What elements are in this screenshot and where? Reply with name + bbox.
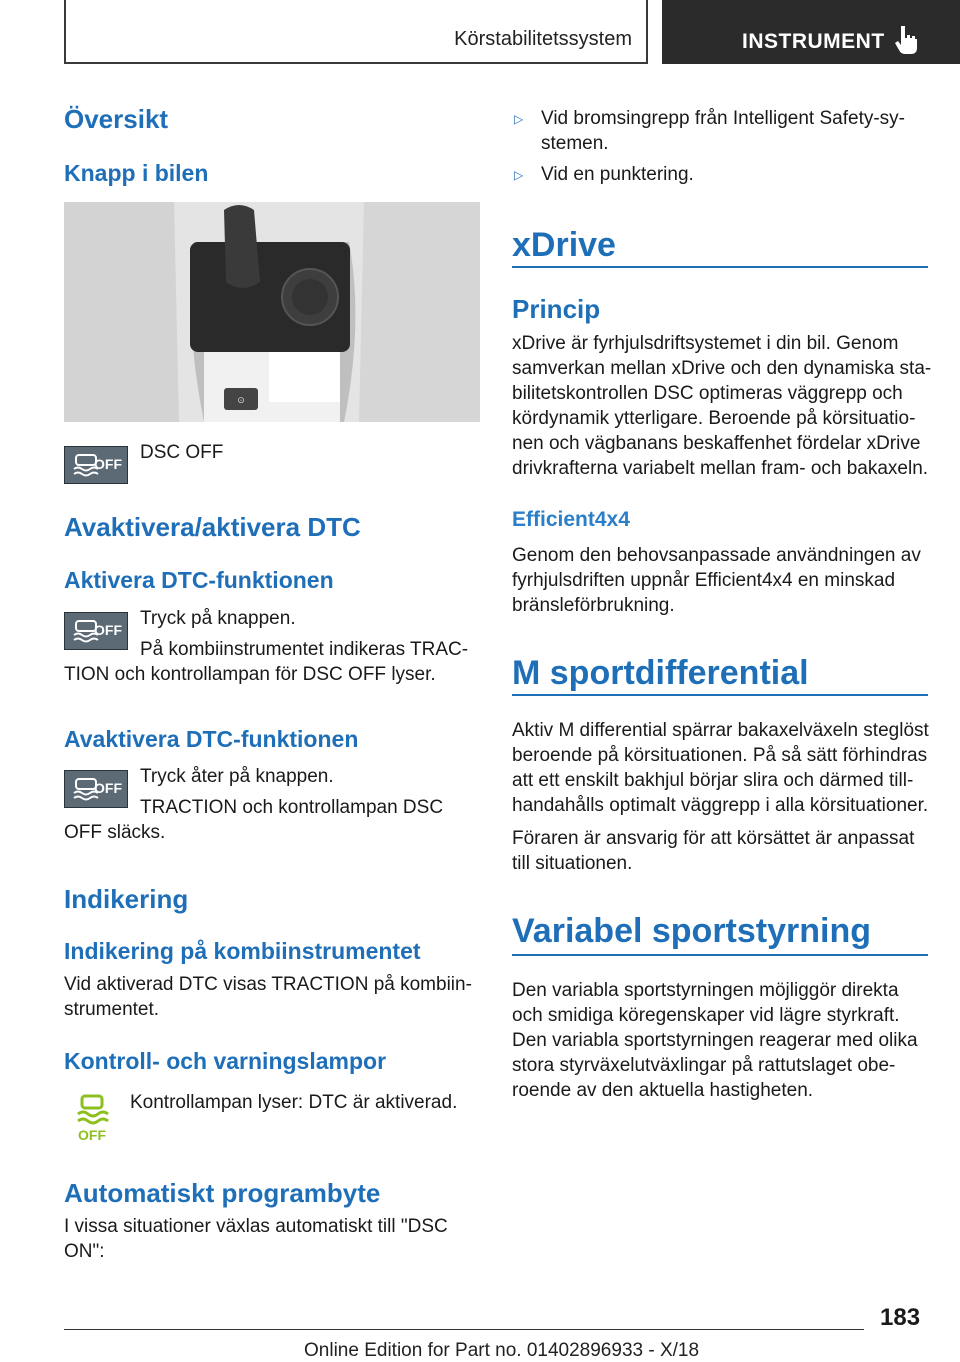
gear-selector-photo: [64, 202, 480, 422]
heading-rule: [512, 954, 928, 956]
svg-text:OFF: OFF: [78, 1127, 106, 1143]
heading-kontroll-varningslampor: Kontroll- och varningslampor: [64, 1048, 387, 1074]
avaktivera-description-line1: TRACTION och kontrollampan DSC: [140, 797, 444, 818]
aktivera-description-line2: TION och kontrollampan för DSC OFF lyser.: [64, 664, 436, 685]
automatiskt-text-line2: ON":: [64, 1241, 105, 1262]
indikering-text-line2: strumentet.: [64, 999, 160, 1020]
msport2-line: Föraren är ansvarig för att körsättet är anpassat: [512, 828, 915, 849]
svg-text:⊙: ⊙: [237, 395, 245, 405]
footer-rule: [64, 1329, 864, 1330]
princip-line: drivkrafterna variabelt mellan fram- och bakaxeln.: [512, 458, 929, 479]
heading-m-sportdifferential: M sportdifferential: [512, 654, 809, 692]
variabel-line: Den variabla sportstyrningen reagerar med olika: [512, 1030, 918, 1051]
header-chapter-tab[interactable]: [662, 0, 960, 64]
dsc-off-button-icon: OFF: [64, 612, 128, 650]
avaktivera-instruction: Tryck åter på knappen.: [140, 766, 334, 787]
heading-variabel-sportstyrning: Variabel sportstyrning: [512, 912, 871, 950]
dsc-off-button-icon: OFF: [64, 770, 128, 808]
automatiskt-text-line1: I vissa situationer växlas automatiskt till "DSC: [64, 1216, 448, 1237]
header-section-box: [64, 0, 648, 64]
efficient-line: fyrhjulsdriften uppnår Efficient4x4 en minskad: [512, 570, 896, 591]
heading-knapp-i-bilen: Knapp i bilen: [64, 160, 209, 186]
page-number: 183: [880, 1304, 921, 1331]
kontroll-text: Kontrollampan lyser: DTC är aktiverad.: [130, 1092, 458, 1113]
efficient-line: Genom den behovsanpassade användningen av: [512, 545, 921, 566]
dsc-off-button-icon: OFF: [64, 446, 128, 484]
heading-avaktivera-aktivera-dtc: Avaktivera/aktivera DTC: [64, 512, 361, 542]
variabel-line: Den variabla sportstyrningen möjliggör direkta: [512, 980, 899, 1001]
heading-oversikt: Översikt: [64, 104, 169, 134]
msport2-line: till situationen.: [512, 853, 633, 874]
bullet1-line2: stemen.: [541, 133, 609, 154]
aktivera-description-line1: På kombiinstrumentet indikeras TRAC‐: [140, 639, 469, 660]
princip-line: xDrive är fyrhjulsdriftsystemet i din bil. Genom: [512, 333, 899, 354]
aktivera-instruction: Tryck på knappen.: [140, 608, 296, 629]
heading-princip: Princip: [512, 294, 601, 324]
princip-line: kördynamik ytterligare. Beroende på körsituatio‐: [512, 408, 916, 429]
pointing-hand-icon: [894, 24, 920, 54]
heading-avaktivera-dtc-funktionen: Avaktivera DTC-funktionen: [64, 726, 359, 752]
heading-xdrive: xDrive: [512, 226, 616, 264]
princip-line: nen och vägbanans beskaffenhet fördelar xDrive: [512, 433, 921, 454]
bullet-marker-icon: ▷: [514, 112, 524, 126]
heading-indikering: Indikering: [64, 884, 189, 914]
variabel-line: roende av den aktuella hastigheten.: [512, 1080, 814, 1101]
heading-aktivera-dtc-funktionen: Aktivera DTC-funktionen: [64, 567, 334, 593]
footer-edition: Online Edition for Part no. 01402896933 - X/18: [304, 1340, 700, 1361]
heading-rule: [512, 266, 928, 268]
header-chapter-title: INSTRUMENT: [742, 30, 885, 53]
msport-line: handahålls optimalt väggrepp i alla körsituationer.: [512, 795, 929, 816]
avaktivera-description-line2: OFF släcks.: [64, 822, 166, 843]
dtc-warning-lamp-icon: [72, 1092, 112, 1144]
indikering-text-line1: Vid aktiverad DTC visas TRACTION på kombiin‐: [64, 974, 472, 995]
heading-rule: [512, 694, 928, 696]
msport-line: att ett enskilt bakhjul börjar slira och därmed till‐: [512, 770, 914, 791]
variabel-line: och smidiga köregenskaper vid lägre styrkraft.: [512, 1005, 900, 1026]
bullet-marker-icon: ▷: [514, 168, 524, 182]
variabel-line: stora styrväxelutväxlingar på rattutslaget obe‐: [512, 1055, 896, 1076]
bullet1-line1: Vid bromsingrepp från Intelligent Safety-sy‐: [541, 108, 905, 129]
efficient-line: bränsleförbrukning.: [512, 595, 675, 616]
dsc-off-caption: DSC OFF: [140, 442, 224, 463]
msport-line: Aktiv M differential spärrar bakaxelväxeln steglöst: [512, 720, 929, 741]
bullet2: Vid en punktering.: [541, 164, 694, 185]
heading-efficient4x4: Efficient4x4: [512, 508, 630, 531]
princip-line: bilitetskontrollen DSC optimeras väggrepp och: [512, 383, 903, 404]
header-section-title: Körstabilitetssystem: [454, 28, 632, 50]
msport-line: beroende på körsituationen. På så sätt förhindras: [512, 745, 928, 766]
heading-indikering-kombiinstrumentet: Indikering på kombiinstrumentet: [64, 938, 421, 964]
heading-automatiskt-programbyte: Automatiskt programbyte: [64, 1178, 381, 1208]
princip-line: samverkan mellan xDrive och den dynamiska sta‐: [512, 358, 932, 379]
